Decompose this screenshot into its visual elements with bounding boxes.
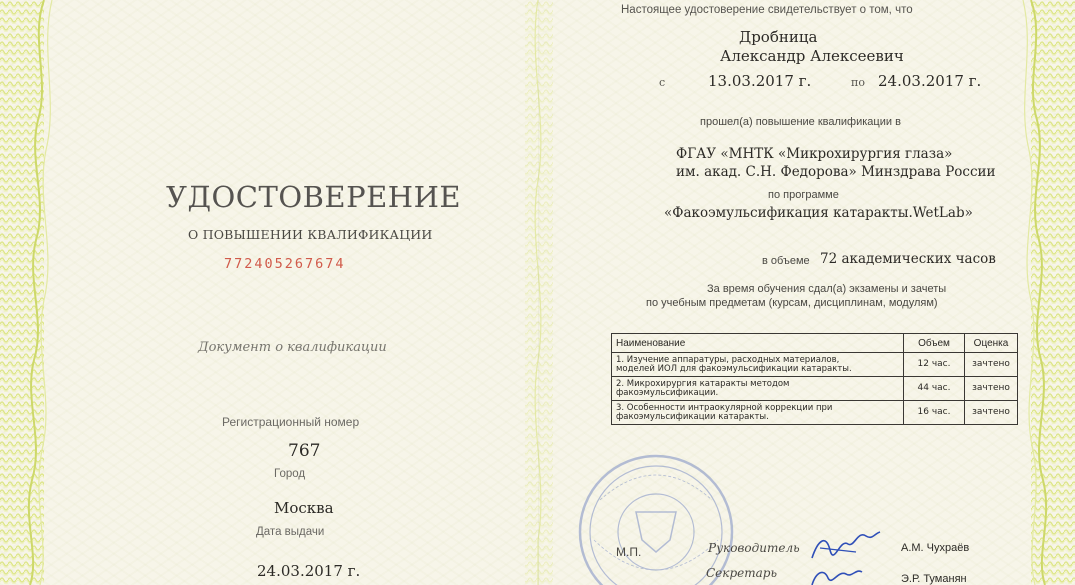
course-grade: зачтено	[965, 377, 1018, 401]
courses-table	[611, 333, 1018, 425]
table-row	[612, 377, 1018, 401]
course-hours: 44 час.	[904, 377, 965, 401]
registration-label: Регистрационный номер	[222, 415, 360, 429]
header-volume: Объем	[904, 334, 965, 353]
exam-text-line-1: За время обучения сдал(а) экзамены и зачеты	[707, 283, 947, 295]
table-row	[612, 401, 1018, 425]
course-hours: 12 час.	[904, 353, 965, 377]
period-to-label: по	[851, 76, 865, 89]
stamp-label: М.П.	[616, 545, 642, 559]
city-label: Город	[274, 468, 306, 480]
city-value: Москва	[274, 499, 334, 517]
left-ornament-border	[0, 0, 52, 585]
organization-line-2: им. акад. С.Н. Федорова» Минздрава России	[676, 164, 996, 180]
course-grade: зачтено	[965, 353, 1018, 377]
serial-number: 772405267674	[224, 256, 346, 272]
secretary-signature	[812, 571, 862, 585]
course-name: 3. Особенности интраокулярной коррекции при факоэмульсификации катаракты.	[612, 401, 904, 425]
course-hours: 16 час.	[904, 401, 965, 425]
program-label: по программе	[768, 189, 839, 201]
period-to-date: 24.03.2017 г.	[878, 72, 982, 90]
director-name: А.М. Чухраёв	[901, 542, 970, 554]
issue-date-label: Дата выдачи	[256, 526, 325, 538]
course-grade: зачтено	[965, 401, 1018, 425]
registration-number: 767	[288, 441, 321, 461]
passed-text: прошел(а) повышение квалификации в	[700, 116, 901, 128]
issue-date: 24.03.2017 г.	[257, 562, 361, 580]
volume-value: 72 академических часов	[820, 251, 996, 267]
course-name: 1. Изучение аппаратуры, расходных материалов, моделей ИОЛ для факоэмульсификации катаракты.	[612, 353, 904, 377]
director-signature	[812, 532, 880, 558]
page-fold	[538, 0, 540, 585]
program-name: «Факоэмульсификация катаракты.WetLab»	[664, 205, 973, 221]
table-header-row	[612, 334, 1018, 353]
secretary-name: Э.Р. Туманян	[901, 573, 967, 585]
organization-line-1: ФГАУ «МНТК «Микрохирургия глаза»	[676, 146, 953, 162]
header-name: Наименование	[612, 334, 904, 353]
holder-name: Александр Алексеевич	[720, 47, 904, 65]
course-name: 2. Микрохирургия катаракты методом факоэмульсификации.	[612, 377, 904, 401]
volume-label: в объеме	[762, 255, 810, 267]
certificate-subtitle: О ПОВЫШЕНИИ КВАЛИФИКАЦИИ	[188, 227, 433, 242]
secretary-label: Секретарь	[706, 566, 777, 580]
exam-text-line-2: по учебным предметам (курсам, дисциплинам, модулям)	[646, 297, 938, 309]
intro-text: Настоящее удостоверение свидетельствует о том, что	[621, 4, 913, 16]
table-row	[612, 353, 1018, 377]
header-grade: Оценка	[965, 334, 1018, 353]
right-ornament-border	[1023, 0, 1075, 585]
certificate-title: УДОСТОВЕРЕНИЕ	[166, 180, 462, 214]
director-label: Руководитель	[708, 541, 800, 555]
holder-surname: Дробница	[739, 28, 818, 46]
period-from-date: 13.03.2017 г.	[708, 72, 812, 90]
document-type: Документ о квалификации	[198, 340, 387, 355]
period-from-label: с	[659, 76, 666, 89]
